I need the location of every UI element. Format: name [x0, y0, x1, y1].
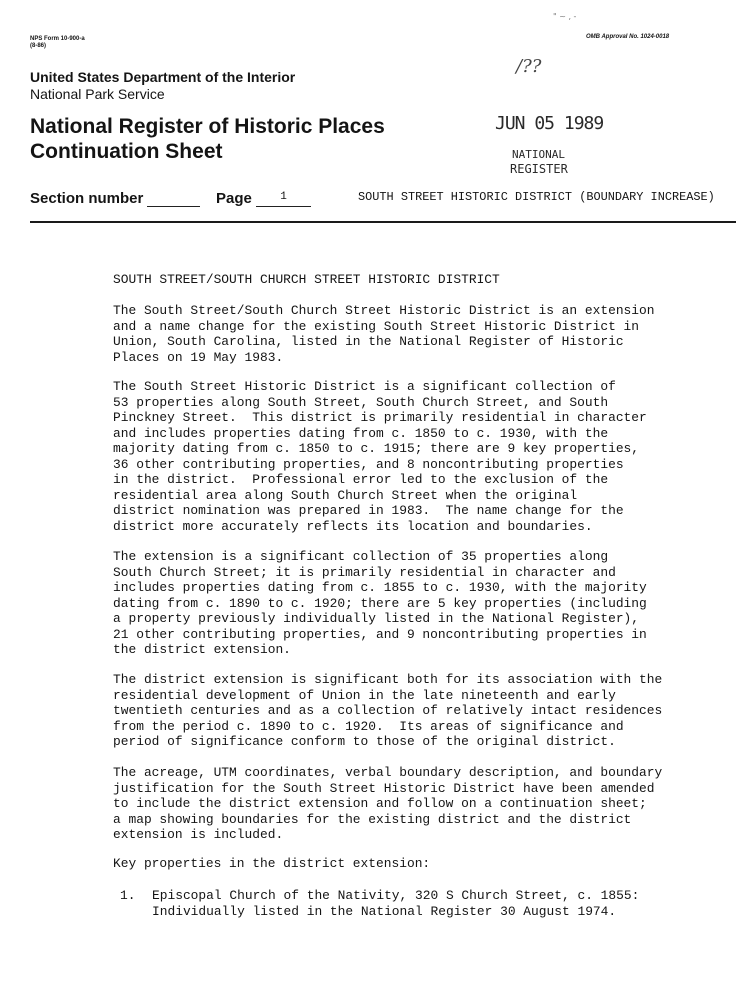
- corner-marks: " ~ , -: [553, 12, 577, 21]
- form-number-line1: NPS Form 10-900-a: [30, 36, 85, 42]
- page-label: Page: [216, 190, 252, 207]
- handwritten-mark: /??: [516, 56, 542, 77]
- omb-approval: OMB Approval No. 1024-0018: [586, 34, 670, 40]
- received-date-stamp: JUN 05 1989: [495, 113, 604, 134]
- stamp-line1: NATIONAL: [512, 148, 565, 161]
- page-number-underline: [256, 206, 311, 207]
- stamp-line2: REGISTER: [510, 162, 568, 176]
- form-number: [30, 36, 85, 50]
- section-number-label: Section number: [30, 190, 144, 207]
- list-item-text: Episcopal Church of the Nativity, 320 S Church Street, c. 1855: Individually listed in the National Register 30 August 1974.: [152, 888, 640, 919]
- paragraph-key-properties-intro: Key properties in the district extension:: [113, 856, 431, 871]
- district-title: SOUTH STREET HISTORIC DISTRICT (BOUNDARY INCREASE): [358, 190, 715, 204]
- document-heading: SOUTH STREET/SOUTH CHURCH STREET HISTORIC DISTRICT: [113, 272, 500, 287]
- paragraph-introduction: The South Street/South Church Street Historic District is an extension and a name change for the existing South Street Historic District in Union, South Carolina, listed in the National Register of Historic Places on 19 May 1983.: [113, 303, 655, 365]
- list-item-number: 1.: [120, 888, 136, 903]
- paragraph-existing-district: The South Street Historic District is a significant collection of 53 properties along South Street, South Church Street, and South Pinckney Street. This district is primarily residential in character and includes properties dating from c. 1850 to c. 1930, with the majority dating from c. 1850 to c. 1915; there are 9 key properties, 36 other contributing properties, and 8 noncontributing properties in the district. Professional error led to the exclusion of the residential area along South Church Street when the original district nomination was prepared in 1983. The name change for the district more accurately reflects its location and boundaries.: [113, 379, 647, 534]
- form-number-line2: (8-86): [30, 43, 47, 49]
- header-divider: [30, 221, 736, 223]
- paragraph-extension: The extension is a significant collection of 35 properties along South Church Street; it is primarily residential in character and includes properties dating from c. 1855 to c. 1930, with the majority dating from c. 1890 to c. 1920; there are 5 key properties (including a property previously individually listed in the National Register), 21 other contributing properties, and 9 noncontributing properties in the district extension.: [113, 549, 647, 657]
- section-number-field: [147, 206, 200, 207]
- paragraph-boundary: The acreage, UTM coordinates, verbal boundary description, and boundary justification for the South Street Historic District have been amended to include the district extension and follow on a continuation sheet; a map showing boundaries for the existing district and the district extension is included.: [113, 765, 663, 842]
- form-title-line2: Continuation Sheet: [30, 140, 223, 163]
- service-name: National Park Service: [30, 86, 165, 102]
- form-title-line1: National Register of Historic Places: [30, 115, 385, 138]
- agency-name: United States Department of the Interior: [30, 69, 296, 85]
- page-number: 1: [280, 191, 287, 203]
- paragraph-significance: The district extension is significant both for its association with the residential development of Union in the late nineteenth and early twentieth centuries and as a collection of relatively intact residences from the period c. 1890 to c. 1920. Its areas of significance and period of significance conform to those of the original district.: [113, 672, 663, 749]
